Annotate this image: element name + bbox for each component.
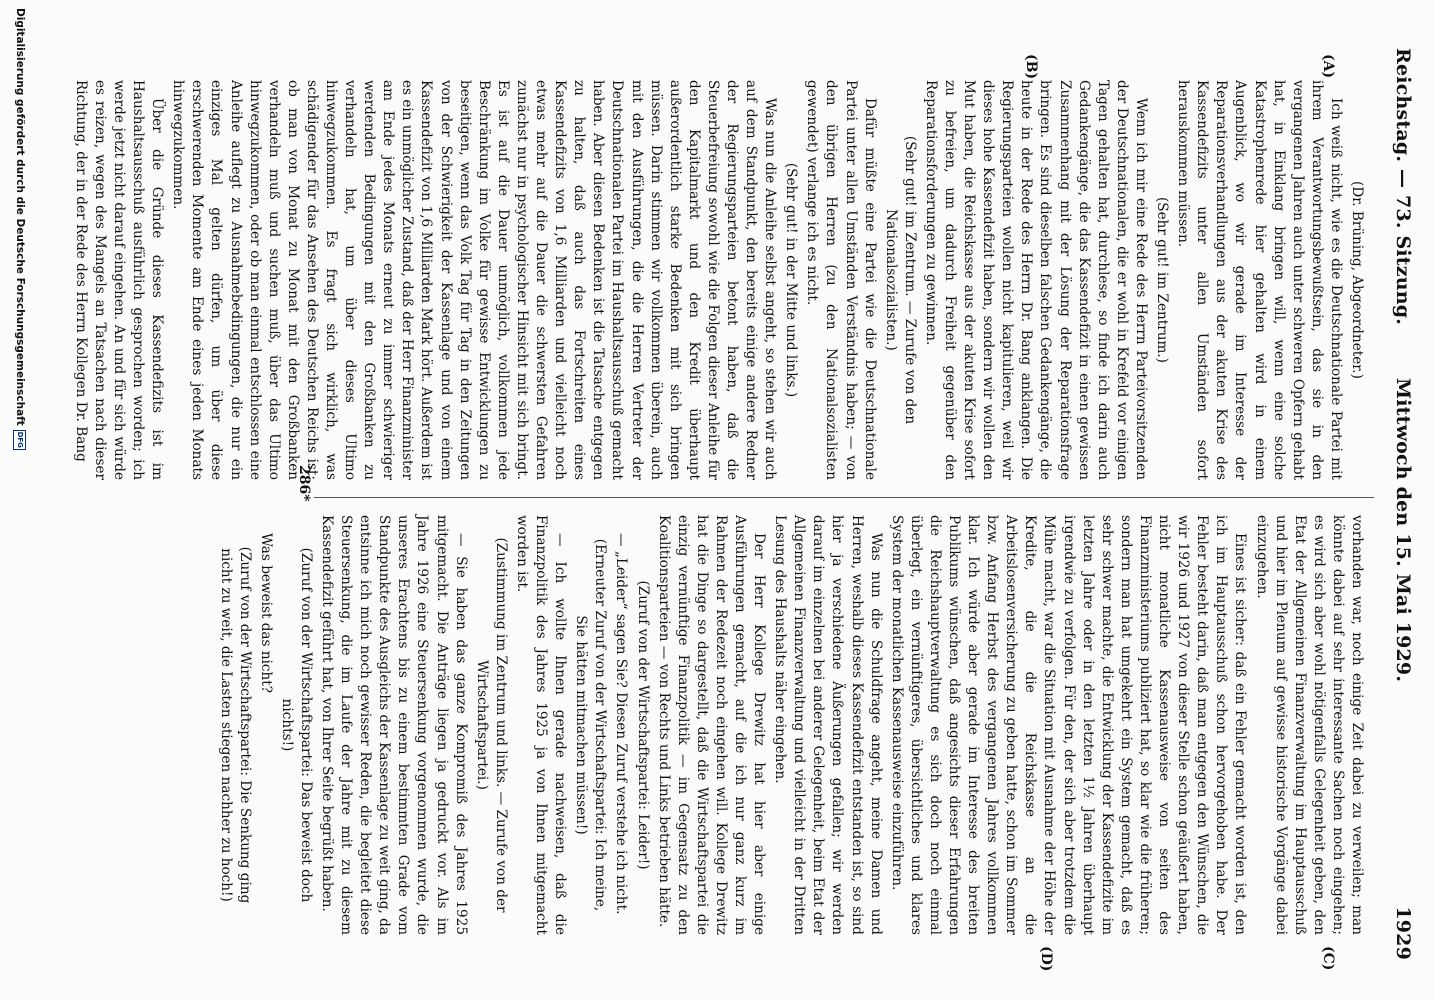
- interjection-note: (Sehr gut! im Zentrum. — Zurufe von den Nationalsozialisten.): [882, 135, 918, 425]
- paragraph: Dafür müßte eine Partei wie die Deutschnationale Partei unter allen Umständen Verständnis haben; — von den übrigen Herren (zu den Nationalsozialisten gewendet) verlange ich es nicht.: [804, 80, 878, 480]
- credit-text: Digitalisierung gefördert durch die Deutsche Forschungsgemeinschaft: [14, 8, 26, 426]
- paragraph: — Ich wollte Ihnen gerade nachweisen, daß die Finanzpolitik des Jahres 1925 ja von Ihnen mitgemacht worden ist.: [513, 515, 569, 935]
- paragraph: Was beweist das nicht?: [257, 533, 274, 694]
- margin-marker-b: (B): [1023, 54, 1039, 80]
- header-right: 1929: [1392, 906, 1414, 960]
- paragraph: Über die Gründe dieses Kassendefizits ist im Haushaltsausschuß ausführlich gesprochen worden; ich werde jetzt nicht darauf eingehen. An und für sich würde es reizen, wegen des Mangels an Tatsachen nach dieser Richtung, der in der Rede des Herrn Kollegen Dr. Bang: [72, 80, 166, 480]
- dfg-logo: DFG: [14, 430, 27, 450]
- paragraph: Wenn ich mir eine Rede des Herrn Parteivorsitzenden der Deutschnationalen, die er wohl in Krefeld vor einigen Tagen gehalten hat, durchlese, so finde ich darin auch Gedankengänge, die das Kassendefizit in einen gewissen Zusammenhang mit der Lösung der Reparationsfrage bringen. Es sind dieselben falschen Gedankengänge, die heute in der Rede des Herrn Dr. Bang anklangen. Die Regierungsparteien wollen nicht kapitulieren, weil wir dieses hohe Kassendefizit haben, sondern wir wollen den Mut haben, die Reichskasse aus der akuten Krise sofort zu befreien, um dadurch Freiheit gegenüber den Reparationsforderungen zu gewinnen.: [922, 80, 1149, 480]
- left-text-column: [69, 80, 1366, 480]
- paragraph: — „Leider“ sagen Sie? Diesen Zuruf verstehe ich nicht.: [613, 533, 630, 915]
- digitization-credit: [10, 0, 30, 1008]
- margin-marker-a: (A): [1320, 54, 1336, 79]
- interjection-note: (Erneuter Zuruf von der Wirtschaftspartei: Ich meine, Sie hätten mitmachen müssen!): [573, 538, 609, 912]
- paragraph: Eines ist sicher: daß ein Fehler gemacht worden ist, den ich im Hauptausschuß schon hervorgehoben habe. Der Fehler besteht darin, daß man entgegen den Wünschen, die wir 1926 und 1927 von dieser Stelle schon geäußert haben, nicht monatliche Kassenausweise von seiten des Finanzministeriums publiziert hat, so klar wie die früheren; sondern man hat umgekehrt ein System gemacht, daß es sehr schwer machte, die Entwicklung der Kassendefizite im letzten Jahre oder in den letzten 1½ Jahren überhaupt irgendwie zu verfolgen. Für den, der sich aber trotzdem die Mühe macht, war die Situation mit Ausnahme der Höhe der Kredite, die die Reichskasse an die Arbeitslosenversicherung zu geben hatte, schon im Sommer bzw. Anfang Herbst des vergangenen Jahres vollkommen klar. Ich würde aber gerade im Interesse des breiten Publikums wünschen, daß angesichts dieser Erfahrungen die Reichshauptverwaltung es sich doch noch einmal überlegt, ein vernünftigeres, übersichtliches und klares System der monatlichen Kassenausweise einzuführen.: [888, 515, 1249, 935]
- interjection-note: (Zuruf von der Wirtschaftspartei: Das beweist doch nichts!): [278, 547, 314, 903]
- paragraph: Was nun die Anleihe selbst angeht, so stehen wir auch auf dem Standpunkt, den bereits einige andere Redner der Regierungsparteien betont haben, daß die Steuerbefreiung sowohl wie die Folgen dieser Anleihe für den Kapitalmarkt und den Kredit überhaupt außerordentlich starke Bedenken mit sich bringen müssen. Darin stimmen wir vollkommen überein, auch mit den Ausführungen, die die Herren Vertreter der Deutschnationalen Partei im Haushaltsausschuß gemacht haben. Aber diesen Bedenken ist die Tatsache entgegen zu halten, daß auch das Fortschreiten eines Kassendefizits von 1,6 Milliarden und vielleicht noch etwas mehr auf die Dauer die schwersten Gefahren zunächst nur in psychologischer Hinsicht mit sich bringt. Es ist auf die Dauer unmöglich, vollkommen jede Beschränkung im Volke für gewisse Entwicklungen zu beseitigen, wenn das Volk Tag für Tag in den Zeitungen von der Schwierigkeit der Kassenlage und von einem Kassendefizit von 1,6 Milliarden Mark hört. Außerdem ist es ein unmöglicher Zustand, daß der Herr Finanzminister am Ende jedes Monats erneut zu immer schwieriger werdenden Bedingungen mit den Großbanken zu verhandeln hat, um über dieses Ultimo hinwegzukommen. Es fragt sich wirklich, was schädigender für das Ansehen des Deutschen Reichs ist: ob man von Monat zu Monat mit den Großbanken verhandeln muß und suchen muß, über das Ultimo hinwegzukommen, oder ob man einmal entschlossen eine Anleihe auflegt zu Ausnahmebedingungen, die nur ein einziges Mal gelten dürfen, um über diese erschwerenden Momente am Ende eines jeden Monats hinwegzukommen.: [170, 80, 779, 480]
- header-left: Reichstag. — 73. Sitzung.: [1392, 48, 1414, 326]
- paragraph: Ich weiß nicht, wie es die Deutschnationale Partei mit ihrem Verantwortungsbewußtsein, das sie in den vergangenen Jahren auch unter schweren Opfern gehabt hat, in Einklang bringen will, wenn eine solche Katastrophenrede hier gehalten wird in einem Augenblick, wo wir gerade im Interesse der Reparationsverhandlungen aus der akuten Krise des Kassendefizits unter allen Umständen sofort herauskommen müssen.: [1175, 80, 1344, 480]
- right-text-column: [213, 515, 1366, 935]
- page-number: 286*: [296, 465, 312, 502]
- interjection-note: (Zuruf von der Wirtschaftspartei: Leider!): [634, 580, 651, 870]
- speaker-line: (Dr. Brüning, Abgeordneter.): [1349, 181, 1365, 379]
- interjection-note: (Sehr gut! im Zentrum.): [1154, 197, 1171, 363]
- interjection-note: (Zustimmung im Zentrum und links. — Zurufe von der Wirtschaftspartei.): [473, 537, 509, 913]
- paragraph: Der Herr Kollege Drewitz hat hier aber einige Ausführungen gemacht, auf die ich nur ganz kurz im Rahmen der Redezeit noch eingehen will. Kollege Drewitz hat die Dinge so dargestellt, daß die Wirtschaftspartei die einzig vernünftige Finanzpolitik — im Gegensatz zu den Koalitionsparteien — von Rechts und Links betrieben hätte.: [655, 515, 768, 935]
- column-divider: [314, 497, 1374, 498]
- paragraph: vorhanden war, noch einige Zeit dabei zu verweilen; man könnte dabei auf sehr interessante Sachen noch eingehen; es wird sich aber wohl nötigenfalls Gelegenheit geben, den Etat der Allgemeinen Finanzverwaltung im Hauptausschuß und hier im Plenum auf gewisse historische Vorgänge dabei einzugehen.: [1253, 515, 1365, 935]
- interjection-note: (Zuruf von der Wirtschaftspartei: Die Senkung ging nicht zu weit, die Lasten stiegen nachher zu hoch!): [217, 546, 253, 904]
- header-center: Mittwoch den 15. Mai 1929.: [1392, 378, 1414, 683]
- paragraph: Was nun die Schuldfrage angeht, meine Damen und Herren, weshalb dieses Kassendefizit entstanden ist, so sind hier ja verschiedene Äußerungen gefallen; wir werden darauf im einzelnen bei anderer Gelegenheit, beim Etat der Allgemeinen Finanzverwaltung und vielleicht in der Dritten Lesung des Haushalts näher eingehen.: [772, 515, 884, 935]
- margin-marker-d: (D): [1038, 946, 1054, 972]
- interjection-note: (Sehr gut! in der Mitte und links.): [783, 162, 800, 398]
- margin-marker-c: (C): [1320, 946, 1336, 971]
- page-header: [1386, 48, 1414, 960]
- paragraph: — Sie haben das ganze Kompromiß des Jahres 1925 mitgemacht. Die Anträge liegen ja gedruckt vor. Als im Jahre 1926 eine Steuersenkung vorgenommen wurde, die unseres Erachtens bis zu einem bestimmten Grade vom Standpunkte des Ausgleichs der Kassenlage zu weit ging, da entsinne ich mich noch gewisser Reden, die begleitet diese Steuersenkung, die im Laufe der Jahre mit zu diesem Kassendefizit geführt hat, von Ihrer Seite begrüßt haben.: [319, 515, 469, 935]
